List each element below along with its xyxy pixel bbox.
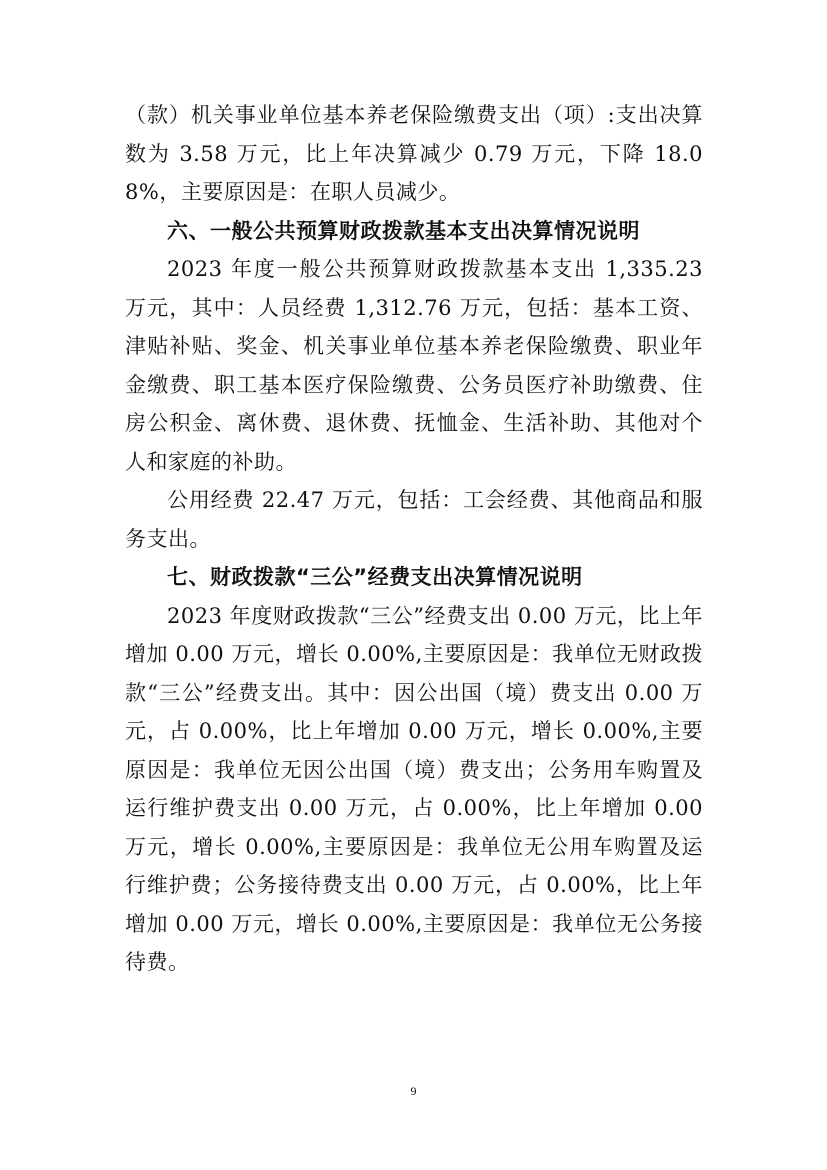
page-number: 9	[410, 1084, 417, 1098]
paragraph-basic-expenditure: 2023 年度一般公共预算财政拨款基本支出 1,335.23 万元，其中：人员经费 1,312.76 万元，包括：基本工资、津贴补贴、奖金、机关事业单位基本养老保险缴费、职业年金缴费、职工基本医疗保险缴费、公务员医疗补助缴费、住房公积金、离休费、退休费、抚恤金、生活补助、其他对个人和家庭的补助。	[125, 257, 703, 474]
paragraph-three-public-expenses: 2023 年度财政拨款“三公”经费支出 0.00 万元，比上年增加 0.00 万元，增长 0.00%,主要原因是：我单位无财政拨款“三公”经费支出。其中：因公出国（境）费支出 0.00 万元，占 0.00%，比上年增加 0.00 万元，增长 0.00%,主要原因是：我单位无因公出国（境）费支出；公务用车购置及运行维护费支出 0.00 万元，占 0.00%，比上年增加 0.00 万元，增长 0.00%,主要原因是：我单位无公用车购置及运行维护费；公务接待费支出 0.00 万元，占 0.00%，比上年增加 0.00 万元，增长 0.00%,主要原因是：我单位无公务接待费。	[125, 603, 703, 974]
paragraph-public-expense: 公用经费 22.47 万元，包括：工会经费、其他商品和服务支出。	[125, 488, 703, 551]
document-body	[125, 96, 703, 982]
section-heading-basic-expenditure: 六、一般公共预算财政拨款基本支出决算情况说明	[167, 218, 640, 243]
paragraph-pension-expense: （款）机关事业单位基本养老保险缴费支出（项）:支出决算数为 3.58 万元，比上年决算减少 0.79 万元，下降 18.08%，主要原因是：在职人员减少。	[125, 103, 703, 204]
section-heading-three-public-expenses: 七、财政拨款“三公”经费支出决算情况说明	[167, 565, 583, 589]
